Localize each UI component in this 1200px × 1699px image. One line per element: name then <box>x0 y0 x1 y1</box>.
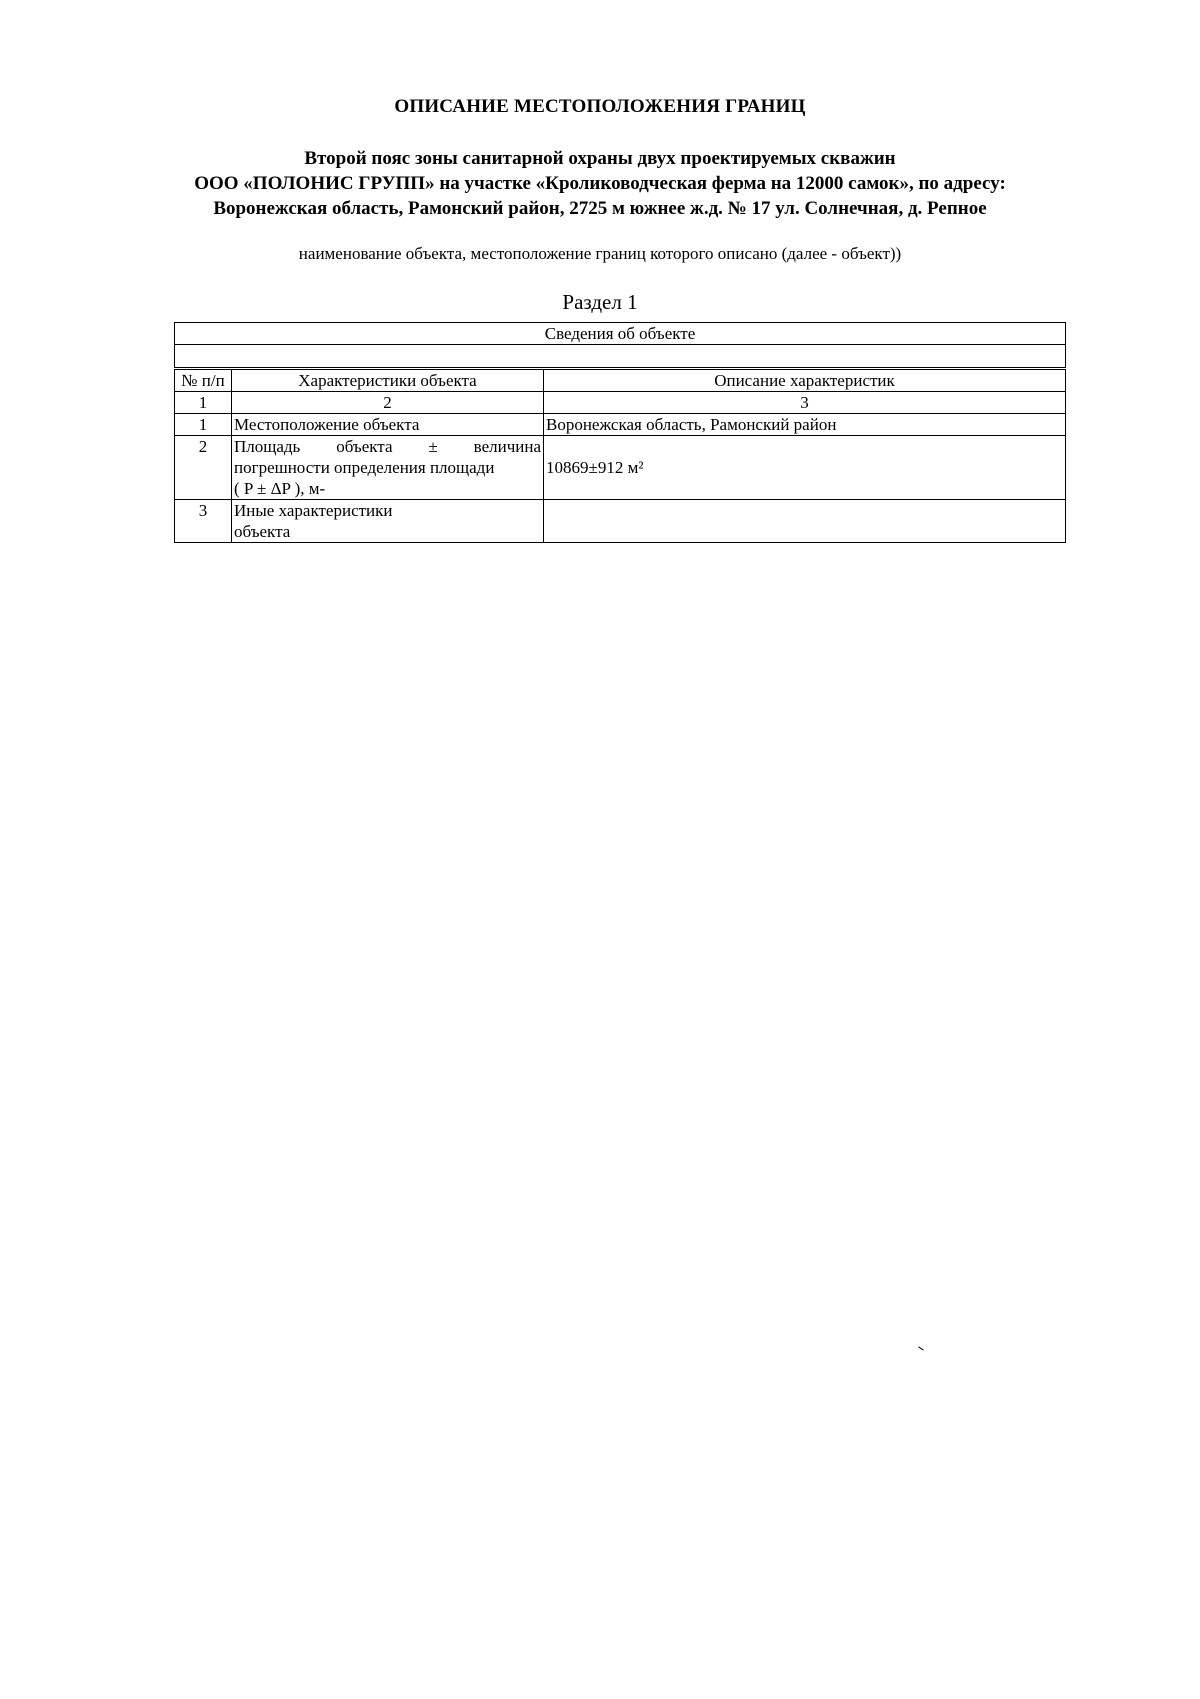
row-description: Воронежская область, Рамонский район <box>544 414 1066 436</box>
document-title: ОПИСАНИЕ МЕСТОПОЛОЖЕНИЯ ГРАНИЦ <box>394 96 806 117</box>
table-column-number-row <box>175 392 1066 414</box>
column-number-cell: 2 <box>232 392 544 414</box>
header-number: № п/п <box>175 369 232 392</box>
object-note: наименование объекта, местоположение границ которого описано (далее - объект)) <box>298 244 902 263</box>
table-caption-row <box>175 323 1066 345</box>
header-characteristics: Характеристики объекта <box>232 369 544 392</box>
object-info-table <box>174 322 1066 543</box>
subtitle-line: Второй пояс зоны санитарной охраны двух проектируемых скважин <box>304 148 896 169</box>
document-subtitle <box>0 146 1200 221</box>
row-description <box>544 500 1066 543</box>
characteristic-line: погрешности определения площади <box>234 458 495 477</box>
table-caption: Сведения об объекте <box>175 323 1066 345</box>
table-row <box>175 500 1066 543</box>
row-description: 10869±912 м² <box>544 436 1066 500</box>
table-header-row <box>175 369 1066 392</box>
table-row <box>175 436 1066 500</box>
row-number: 2 <box>175 436 232 500</box>
characteristic-line: объекта <box>234 522 291 541</box>
subtitle-line: Воронежская область, Рамонский район, 2725 м южнее ж.д. № 17 ул. Солнечная, д. Репное <box>213 198 987 219</box>
subtitle-line: ООО «ПОЛОНИС ГРУПП» на участке «Кролиководческая ферма на 12000 самок», по адресу: <box>194 173 1006 194</box>
table-spacer-row <box>175 345 1066 369</box>
row-characteristic <box>232 436 544 500</box>
stray-mark <box>918 1346 923 1350</box>
table-row <box>175 414 1066 436</box>
characteristic-line: Площадь объекта ± величина <box>234 437 541 456</box>
row-characteristic <box>232 500 544 543</box>
column-number-cell: 1 <box>175 392 232 414</box>
row-number: 1 <box>175 414 232 436</box>
row-characteristic: Местоположение объекта <box>232 414 544 436</box>
header-description: Описание характеристик <box>544 369 1066 392</box>
table-spacer-cell <box>175 345 1066 369</box>
section-label: Раздел 1 <box>562 290 638 314</box>
characteristic-line: ( P ± ΔP ), м- <box>234 479 326 498</box>
characteristic-line: Иные характеристики <box>234 501 393 520</box>
column-number-cell: 3 <box>544 392 1066 414</box>
row-number: 3 <box>175 500 232 543</box>
